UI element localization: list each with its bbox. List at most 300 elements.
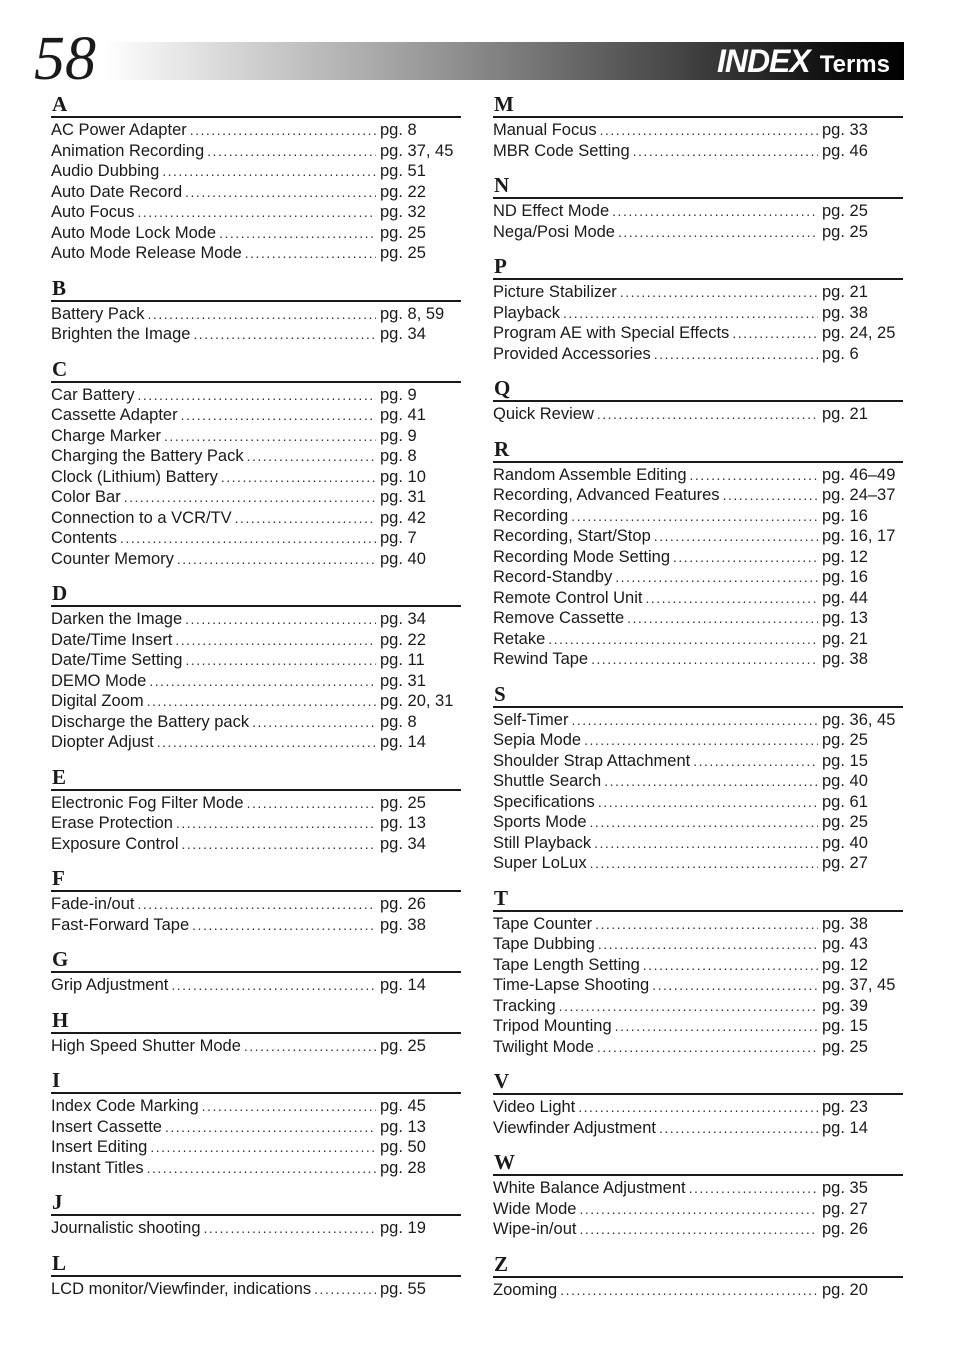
index-entry [51,975,461,996]
dot-leader [643,955,818,976]
entry-page-ref: pg. 36, 45 [822,710,896,729]
dot-leader [598,934,818,955]
index-entry [51,691,461,712]
dot-leader [137,894,376,915]
entry-page-ref: pg. 38 [822,303,868,322]
index-entry [51,650,461,671]
entry-page-ref: pg. 26 [822,1220,868,1238]
section-gap [493,1138,903,1150]
index-entry [493,996,903,1017]
dot-leader [600,120,818,141]
section-gap [51,1056,461,1068]
page-title [717,42,890,80]
section-gap [51,854,461,866]
entry-term: Discharge the Battery pack [51,712,250,731]
entry-term: Self-Timer [493,710,569,729]
index-entry [51,671,461,692]
entry-term: Tape Length Setting [493,955,640,974]
dot-leader [245,243,376,264]
index-entry [51,385,461,406]
entry-page-ref: pg. 20, 31 [380,692,454,710]
section-gap [51,753,461,765]
dot-leader [207,141,376,162]
dot-leader [584,730,818,751]
entry-term: Recording, Advanced Features [493,486,720,504]
entry-page-ref: pg. 15 [822,1017,868,1035]
index-entry [51,223,461,244]
entry-page-ref: pg. 14 [380,733,426,751]
section-letter: H [51,1008,461,1034]
entry-page-ref: pg. 21 [822,629,868,648]
entry-term: ND Effect Mode [493,202,610,220]
index-entry [51,732,461,753]
dot-leader [654,526,818,547]
index-entry [493,141,903,162]
entry-page-ref: pg. 25 [822,1037,868,1056]
dot-leader [219,223,376,244]
index-section-v [493,1069,903,1150]
index-section-s [493,682,903,886]
entry-page-ref: pg. 23 [822,1098,868,1116]
dot-leader [590,853,818,874]
section-letter: P [493,254,903,280]
entry-page-ref: pg. 24–37 [822,486,896,504]
entry-term: Program AE with Special Effects [493,324,730,342]
entry-term: Time-Lapse Shooting [493,976,650,994]
entry-term: Remove Cassette [493,609,625,627]
entry-term: AC Power Adapter [51,121,187,139]
entry-term: Exposure Control [51,834,179,853]
dot-leader [732,323,818,344]
section-gap [493,161,903,173]
section-letter: E [51,765,461,791]
index-section-p [493,254,903,376]
dot-leader [235,508,376,529]
entry-term: Remote Control Unit [493,588,643,607]
dot-leader [148,304,376,325]
entry-page-ref: pg. 31 [380,488,426,506]
section-letter: J [51,1190,461,1216]
entry-term: Auto Mode Lock Mode [51,223,217,242]
dot-leader [618,222,818,243]
entry-term: Charge Marker [51,426,162,445]
section-gap [493,364,903,376]
entry-page-ref: pg. 20 [822,1280,868,1299]
entry-term: Insert Cassette [51,1117,162,1136]
entry-page-ref: pg. 25 [822,731,868,749]
index-entry [51,549,461,570]
entry-term: Random Assemble Editing [493,465,687,484]
section-gap [51,345,461,357]
entry-term: Journalistic shooting [51,1219,201,1237]
dot-leader [597,404,818,425]
entry-page-ref: pg. 38 [822,650,868,668]
entry-page-ref: pg. 34 [380,325,426,343]
entry-page-ref: pg. 11 [380,651,425,669]
entry-page-ref: pg. 55 [380,1279,426,1298]
index-entry [493,1037,903,1058]
index-entry [51,426,461,447]
index-entry [493,771,903,792]
dot-leader [590,812,818,833]
entry-page-ref: pg. 28 [380,1158,426,1177]
entry-term: Viewfinder Adjustment [493,1118,656,1137]
section-letter: B [51,276,461,302]
dot-leader [578,1097,818,1118]
entry-term: Connection to a VCR/TV [51,508,232,527]
entry-term: Record-Standby [493,568,613,586]
dot-leader [659,1118,818,1139]
section-letter: F [51,866,461,892]
dot-leader [185,650,376,671]
index-section-f [51,866,461,947]
index-section-q [493,376,903,437]
entry-term: Brighten the Image [51,325,191,343]
dot-leader [137,202,376,223]
section-gap [51,1178,461,1190]
section-letter: Q [493,376,903,402]
index-section-m [493,92,903,173]
entry-term: MBR Code Setting [493,141,630,160]
entry-page-ref: pg. 40 [380,549,426,568]
entry-term: Sports Mode [493,813,587,831]
index-section-c [51,357,461,582]
dot-leader [314,1279,376,1300]
entry-page-ref: pg. 34 [380,834,426,853]
dot-leader [579,1219,818,1240]
entry-page-ref: pg. 27 [822,854,868,872]
entry-term: Diopter Adjust [51,733,154,751]
section-gap [51,264,461,276]
entry-term: Date/Time Setting [51,651,183,669]
index-word: INDEX [716,43,810,79]
entry-page-ref: pg. 24, 25 [822,324,896,342]
index-entry [51,915,461,936]
index-entry [493,1178,903,1199]
dot-leader [164,426,376,447]
index-entry [493,222,903,243]
section-letter: L [51,1251,461,1277]
index-entry [493,303,903,324]
entry-term: Tracking [493,996,556,1015]
dot-leader [176,813,376,834]
entry-page-ref: pg. 31 [380,671,426,690]
page-number: 58 [34,25,96,93]
section-letter: S [493,682,903,708]
index-entry [51,161,461,182]
section-gap [493,425,903,437]
dot-leader [595,914,818,935]
index-entry [493,608,903,629]
dot-leader [548,629,818,650]
entry-page-ref: pg. 6 [822,344,859,363]
section-letter: C [51,357,461,383]
dot-leader [192,915,376,936]
entry-page-ref: pg. 46–49 [822,465,896,484]
index-entry [51,487,461,508]
entry-term: Playback [493,303,560,322]
entry-page-ref: pg. 22 [380,182,426,201]
dot-leader [598,792,818,813]
entry-page-ref: pg. 8 [380,447,417,465]
section-gap [51,935,461,947]
index-entry [493,914,903,935]
entry-page-ref: pg. 15 [822,751,868,770]
index-entry [51,793,461,814]
index-entry [51,1279,461,1300]
index-section-a [51,92,461,276]
index-entry [51,405,461,426]
entry-term: Insert Editing [51,1138,148,1156]
entry-page-ref: pg. 40 [822,833,868,852]
entry-term: Tripod Mounting [493,1017,612,1035]
entry-page-ref: pg. 14 [822,1118,868,1137]
entry-term: Rewind Tape [493,650,589,668]
entry-page-ref: pg. 46 [822,141,868,160]
dot-leader [181,405,376,426]
index-entry [493,710,903,731]
index-entry [493,201,903,222]
entry-page-ref: pg. 14 [380,976,426,994]
dot-leader [654,344,818,365]
entry-term: Nega/Posi Mode [493,222,615,241]
section-letter: T [493,886,903,912]
index-entry [51,304,461,325]
section-gap [493,242,903,254]
entry-page-ref: pg. 33 [822,121,868,139]
entry-page-ref: pg. 41 [380,406,426,424]
index-entry [493,955,903,976]
dot-leader [615,1016,818,1037]
entry-term: Tape Dubbing [493,935,595,953]
entry-term: Wide Mode [493,1199,577,1218]
entry-term: Color Bar [51,488,121,506]
entry-term: Specifications [493,792,595,811]
dot-leader [221,467,376,488]
index-section-g [51,947,461,1008]
index-entry [51,609,461,630]
index-section-n [493,173,903,254]
header-bar [104,42,904,80]
index-section-w [493,1150,903,1252]
dot-leader [162,161,376,182]
entry-term: Counter Memory [51,549,174,568]
entry-page-ref: pg. 25 [822,222,868,241]
entry-page-ref: pg. 25 [380,223,426,242]
index-entry [493,833,903,854]
entry-page-ref: pg. 40 [822,772,868,790]
entry-page-ref: pg. 21 [822,283,868,301]
entry-term: Car Battery [51,385,135,404]
entry-term: Tape Counter [493,914,593,933]
entry-page-ref: pg. 25 [380,244,426,262]
dot-leader [150,1137,376,1158]
dot-leader [563,303,818,324]
entry-term: Wipe-in/out [493,1220,577,1238]
section-letter: M [493,92,903,118]
index-entry [493,567,903,588]
entry-term: Date/Time Insert [51,630,173,649]
entry-term: Manual Focus [493,121,597,139]
index-section-h [51,1008,461,1069]
entry-term: Instant Titles [51,1158,144,1177]
entry-page-ref: pg. 12 [822,955,868,974]
index-section-t [493,886,903,1070]
entry-term: Shoulder Strap Attachment [493,751,691,770]
dot-leader [149,671,376,692]
index-section-l [51,1251,461,1312]
index-entry [51,630,461,651]
entry-term: High Speed Shutter Mode [51,1036,241,1055]
section-gap [493,1300,903,1312]
entry-page-ref: pg. 37, 45 [380,141,454,160]
entry-page-ref: pg. 9 [380,385,417,404]
section-letter: V [493,1069,903,1095]
dot-leader [185,609,376,630]
entry-term: Animation Recording [51,141,205,160]
entry-term: Fade-in/out [51,895,135,913]
dot-leader [165,1117,376,1138]
entry-term: Auto Date Record [51,182,183,201]
entry-term: Super LoLux [493,854,587,872]
index-entry [51,834,461,855]
index-entry [51,712,461,733]
index-entry [51,1137,461,1158]
entry-page-ref: pg. 13 [822,609,868,627]
index-entry [493,751,903,772]
index-entry [493,465,903,486]
dot-leader [689,1178,818,1199]
index-entry [493,812,903,833]
dot-leader [723,485,818,506]
section-gap [493,1240,903,1252]
entry-term: Fast-Forward Tape [51,915,190,934]
entry-page-ref: pg. 26 [380,895,426,913]
entry-page-ref: pg. 21 [822,405,868,423]
entry-term: Auto Focus [51,203,135,221]
dot-leader [175,630,376,651]
entry-term: Darken the Image [51,610,183,628]
section-letter: A [51,92,461,118]
section-letter: G [51,947,461,973]
entry-term: Recording [493,506,569,525]
dot-leader [559,996,818,1017]
section-gap [51,996,461,1008]
entry-page-ref: pg. 45 [380,1097,426,1115]
index-entry [493,485,903,506]
index-entry [51,243,461,264]
entry-term: Cassette Adapter [51,406,178,424]
entry-page-ref: pg. 27 [822,1199,868,1218]
dot-leader [620,282,818,303]
dot-leader [627,608,818,629]
index-column-right [493,92,903,1312]
entry-term: Grip Adjustment [51,976,169,994]
dot-leader [177,549,376,570]
index-section-z [493,1252,903,1313]
dot-leader [645,588,818,609]
dot-leader [615,567,818,588]
entry-term: Provided Accessories [493,344,651,363]
dot-leader [571,506,818,527]
dot-leader [673,547,818,568]
entry-term: Auto Mode Release Mode [51,244,242,262]
entry-page-ref: pg. 35 [822,1179,868,1197]
dot-leader [247,793,376,814]
index-entry [51,141,461,162]
entry-term: Index Code Marking [51,1097,199,1115]
dot-leader [202,1096,376,1117]
dot-leader [612,201,818,222]
entry-page-ref: pg. 37, 45 [822,976,896,994]
entry-page-ref: pg. 12 [822,547,868,566]
entry-page-ref: pg. 7 [380,529,417,547]
section-gap [51,1299,461,1311]
entry-term: Shuttle Search [493,772,602,790]
dot-leader [147,691,376,712]
index-entry [51,1117,461,1138]
index-section-b [51,276,461,357]
dot-leader [190,120,376,141]
entry-term: Sepia Mode [493,731,582,749]
index-section-e [51,765,461,867]
dot-leader [252,712,376,733]
entry-term: Clock (Lithium) Battery [51,467,218,486]
dot-leader [137,385,376,406]
dot-leader [157,732,376,753]
index-entry [51,1036,461,1057]
index-section-d [51,581,461,765]
entry-page-ref: pg. 10 [380,467,426,486]
entry-page-ref: pg. 13 [380,1117,426,1136]
dot-leader [594,833,818,854]
section-gap [493,670,903,682]
index-entry [51,446,461,467]
index-entry [493,526,903,547]
entry-page-ref: pg. 16, 17 [822,527,896,545]
dot-leader [591,649,818,670]
dot-leader [120,528,376,549]
entry-page-ref: pg. 16 [822,568,868,586]
section-gap [493,1057,903,1069]
index-entry [493,1280,903,1301]
index-entry [493,649,903,670]
dot-leader [171,975,376,996]
index-entry [51,202,461,223]
section-letter: D [51,581,461,607]
index-entry [493,1199,903,1220]
dot-leader [560,1280,818,1301]
entry-term: Zooming [493,1280,558,1299]
entry-page-ref: pg. 61 [822,792,868,811]
section-gap [493,874,903,886]
section-letter: N [493,173,903,199]
entry-page-ref: pg. 9 [380,426,417,445]
entry-term: Recording Mode Setting [493,547,671,566]
dot-leader [579,1199,818,1220]
dot-leader [247,446,376,467]
index-entry [493,629,903,650]
entry-page-ref: pg. 22 [380,630,426,649]
entry-page-ref: pg. 38 [822,914,868,933]
entry-term: Retake [493,629,546,648]
entry-term: Quick Review [493,405,594,423]
dot-leader [147,1158,376,1179]
entry-page-ref: pg. 19 [380,1219,426,1237]
entry-page-ref: pg. 8, 59 [380,304,445,323]
entry-term: White Balance Adjustment [493,1179,686,1197]
index-entry [51,467,461,488]
